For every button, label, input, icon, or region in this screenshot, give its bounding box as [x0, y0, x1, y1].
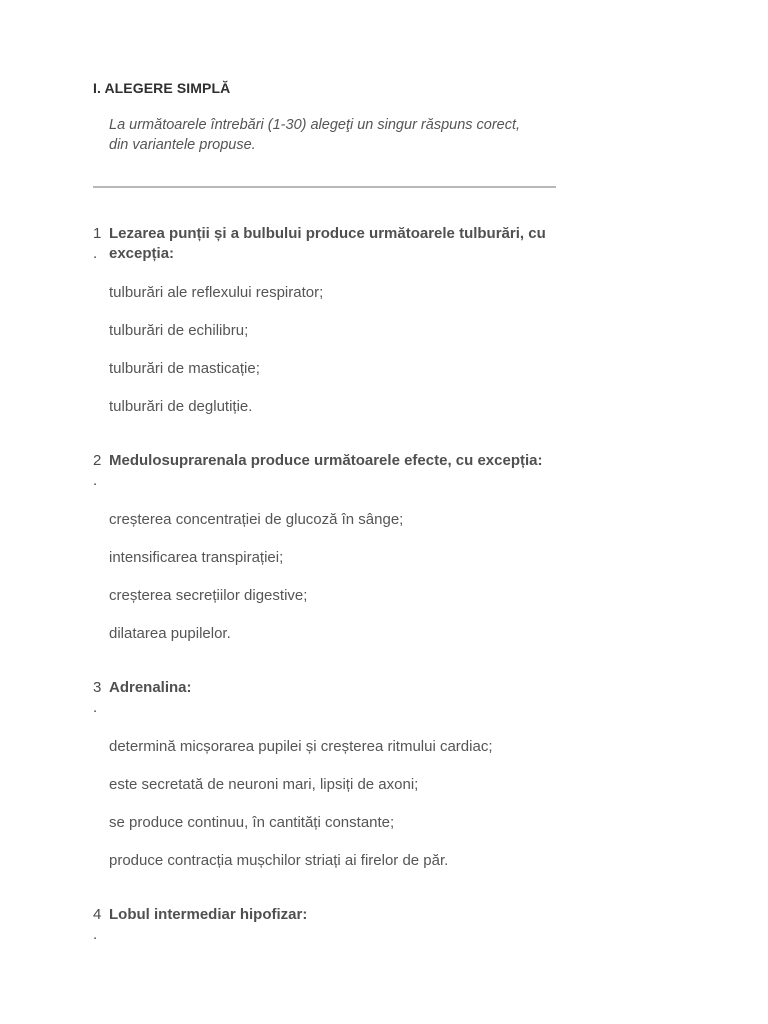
question-header: [93, 678, 563, 718]
section-divider: [93, 186, 556, 188]
instructions-line-2: din variantele propuse.: [109, 137, 256, 153]
question-number-digit: 4: [93, 906, 102, 923]
question-header: [93, 451, 563, 491]
answer-option[interactable]: tulburări de echilibru;: [109, 322, 249, 339]
question-number: [93, 678, 103, 718]
question-number: [93, 905, 103, 945]
question-number-digit: 3: [93, 679, 102, 696]
question-text: Lobul intermediar hipofizar:: [109, 906, 308, 923]
answer-option[interactable]: determină micșorarea pupilei și creșterea ritmului cardiac;: [109, 738, 493, 755]
question-number-dot: .: [93, 472, 98, 489]
section-title: I. ALEGERE SIMPLĂ: [93, 80, 231, 96]
instructions-text: [109, 115, 549, 155]
question-text: Medulosuprarenala produce următoarele efecte, cu excepția:: [109, 452, 543, 469]
answer-option[interactable]: tulburări ale reflexului respirator;: [109, 284, 324, 301]
question-header: [93, 905, 563, 945]
question-text: Adrenalina:: [109, 679, 192, 696]
answer-option[interactable]: creșterea concentrației de glucoză în sânge;: [109, 511, 404, 528]
answer-options: [109, 283, 563, 435]
answer-option[interactable]: intensificarea transpirației;: [109, 549, 284, 566]
question-number: [93, 451, 103, 491]
answer-options: [109, 510, 563, 662]
answer-option[interactable]: tulburări de deglutiție.: [109, 398, 253, 415]
question-number: [93, 224, 103, 264]
answer-option[interactable]: se produce continuu, în cantități constante;: [109, 814, 395, 831]
question-4: [93, 905, 563, 945]
question-number-digit: 1: [93, 225, 102, 242]
question-number-dot: .: [93, 245, 98, 262]
question-number-dot: .: [93, 699, 98, 716]
question-list: [93, 224, 563, 945]
question-2: [93, 451, 563, 662]
answer-options: [109, 737, 563, 889]
question-number-dot: .: [93, 926, 98, 943]
question-text: Lezarea punții și a bulbului produce următoarele tulburări, cu excepția:: [109, 225, 546, 262]
answer-option[interactable]: produce contracția mușchilor striați ai firelor de păr.: [109, 852, 449, 869]
question-number-digit: 2: [93, 452, 102, 469]
answer-option[interactable]: tulburări de masticație;: [109, 360, 260, 377]
instructions-line-1: La următoarele întrebări (1-30) alegeţi un singur răspuns corect,: [109, 117, 521, 133]
question-3: [93, 678, 563, 889]
answer-option[interactable]: dilatarea pupilelor.: [109, 625, 231, 642]
question-1: [93, 224, 563, 435]
answer-option[interactable]: este secretată de neuroni mari, lipsiți de axoni;: [109, 776, 419, 793]
answer-option[interactable]: creșterea secrețiilor digestive;: [109, 587, 308, 604]
question-header: [93, 224, 563, 264]
